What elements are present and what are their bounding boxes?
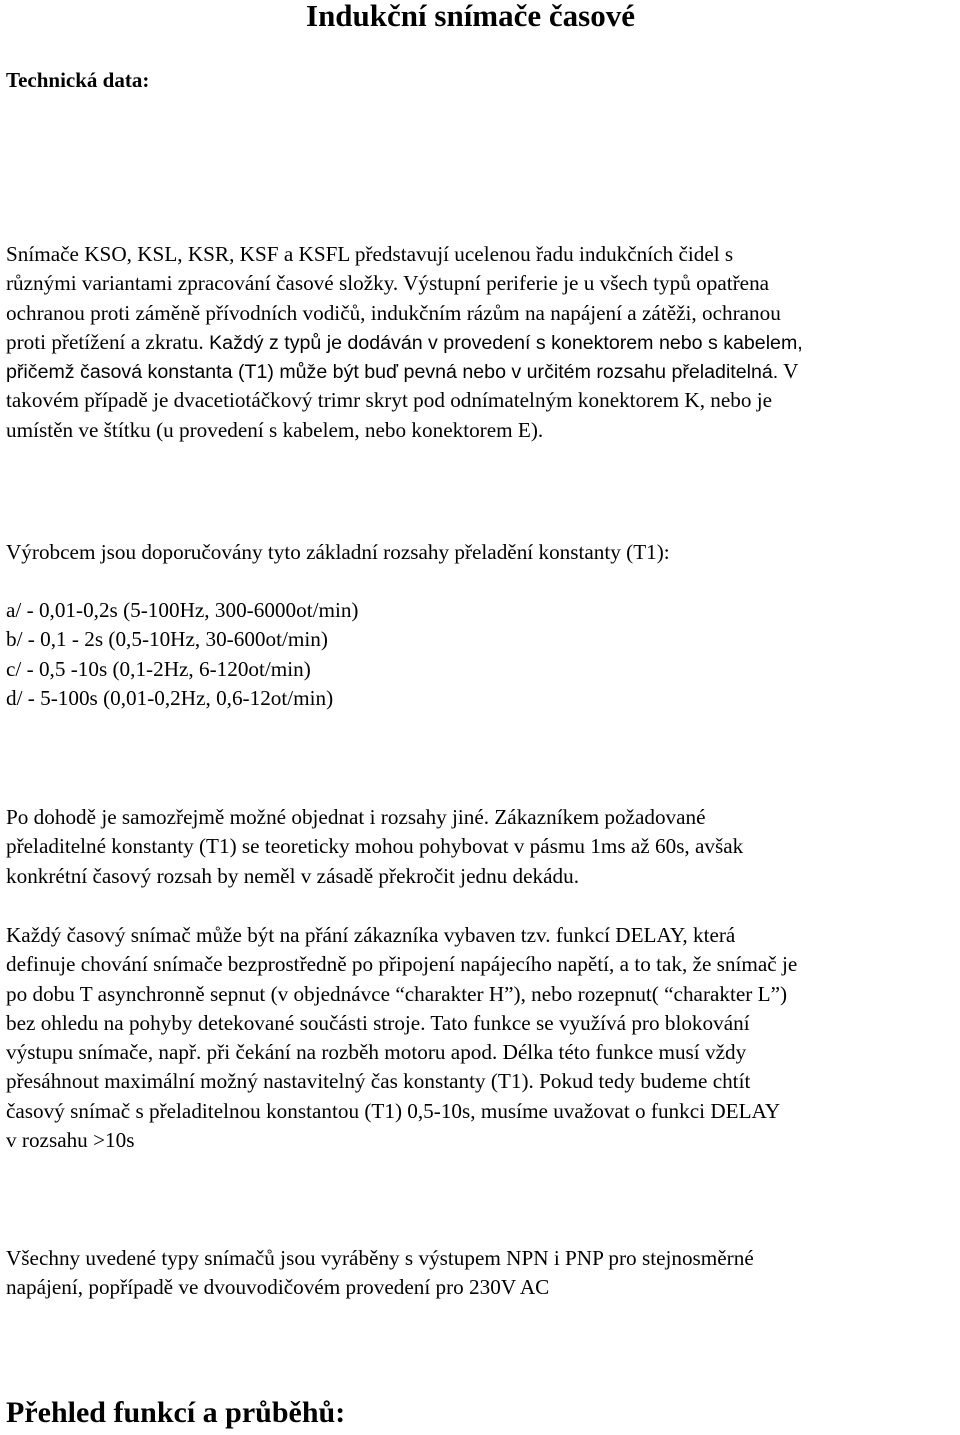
functions-overview-heading: Přehled funkcí a průběhů: xyxy=(6,1396,346,1429)
range-item: d/ - 5-100s (0,01-0,2Hz, 0,6-12ot/min) xyxy=(6,685,334,710)
intro-line xyxy=(6,328,958,357)
document-title: Indukční snímače časové xyxy=(306,0,635,33)
intro-line: ochranou proti záměně přívodních vodičů, indukčním rázům na napájení a zátěži, ochranou xyxy=(6,300,781,325)
custom-ranges-paragraph xyxy=(6,803,958,891)
delay-line: definuje chování snímače bezprostředně po připojení napájecího napětí, a to tak, že snímač je xyxy=(6,952,798,977)
intro-paragraph xyxy=(6,240,958,445)
delay-line: výstupu snímače, např. při čekání na rozběh motoru apod. Délka této funkce musí vždy xyxy=(6,1040,747,1065)
delay-line: bez ohledu na pohyby detekované součásti stroje. Tato funkce se využívá pro blokování xyxy=(6,1010,750,1035)
intro-fragment-sans: přičemž časová konstanta (T1) může být buď pevná nebo v určitém rozsahu přeladitelná. xyxy=(6,361,779,384)
intro-line xyxy=(6,357,958,386)
intro-line: různými variantami zpracování časové složky. Výstupní periferie je u všech typů opatřena xyxy=(6,271,770,296)
custom-line: konkrétní časový rozsah by neměl v zásadě překročit jednu dekádu. xyxy=(6,863,580,888)
intro-line: Snímače KSO, KSL, KSR, KSF a KSFL představují ucelenou řadu indukčních čidel s xyxy=(6,242,734,266)
delay-paragraph xyxy=(6,921,958,1155)
outputs-line: napájení, popřípadě ve dvouvodičovém provedení pro 230V AC xyxy=(6,1275,550,1300)
technical-data-heading: Technická data: xyxy=(6,68,150,92)
custom-line: přeladitelné konstanty (T1) se teoreticky mohou pohybovat v pásmu 1ms až 60s, avšak xyxy=(6,834,744,859)
ranges-list xyxy=(6,596,958,713)
custom-line: Po dohodě je samozřejmě možné objednat i rozsahy jiné. Zákazníkem požadované xyxy=(6,805,706,829)
outputs-paragraph xyxy=(6,1244,958,1303)
intro-fragment-serif: V xyxy=(778,359,799,384)
delay-line: časový snímač s přeladitelnou konstantou (T1) 0,5-10s, musíme uvažovat o funkci DELAY xyxy=(6,1098,781,1123)
delay-line: přesáhnout maximální možný nastavitelný čas konstanty (T1). Pokud tedy budeme chtít xyxy=(6,1069,751,1094)
intro-fragment-sans: Každý z typů je dodáván v provedení s konektorem nebo s kabelem, xyxy=(203,331,803,354)
ranges-intro-line: Výrobcem jsou doporučovány tyto základní rozsahy přeladění konstanty (T1): xyxy=(6,540,670,564)
intro-line: umístěn ve štítku (u provedení s kabelem, nebo konektorem E). xyxy=(6,417,544,442)
delay-line: v rozsahu >10s xyxy=(6,1128,135,1153)
ranges-intro xyxy=(6,538,958,567)
range-item: c/ - 0,5 -10s (0,1-2Hz, 6-120ot/min) xyxy=(6,656,311,681)
intro-line: takovém případě je dvacetiotáčkový trimr skryt pod odnímatelným konektorem K, nebo je xyxy=(6,388,773,413)
delay-line: po dobu T asynchronně sepnut (v objednávce “charakter H”), nebo rozepnut( “charakter L”) xyxy=(6,981,788,1006)
delay-line: Každý časový snímač může být na přání zákazníka vybaven tzv. funkcí DELAY, která xyxy=(6,923,736,947)
range-item: a/ - 0,01-0,2s (5-100Hz, 300-6000ot/min) xyxy=(6,598,359,622)
intro-fragment-serif: proti přetížení a zkratu. xyxy=(6,329,204,354)
outputs-line: Všechny uvedené typy snímačů jsou vyráběny s výstupem NPN i PNP pro stejnosměrné xyxy=(6,1246,754,1270)
range-item: b/ - 0,1 - 2s (0,5-10Hz, 30-600ot/min) xyxy=(6,627,328,652)
